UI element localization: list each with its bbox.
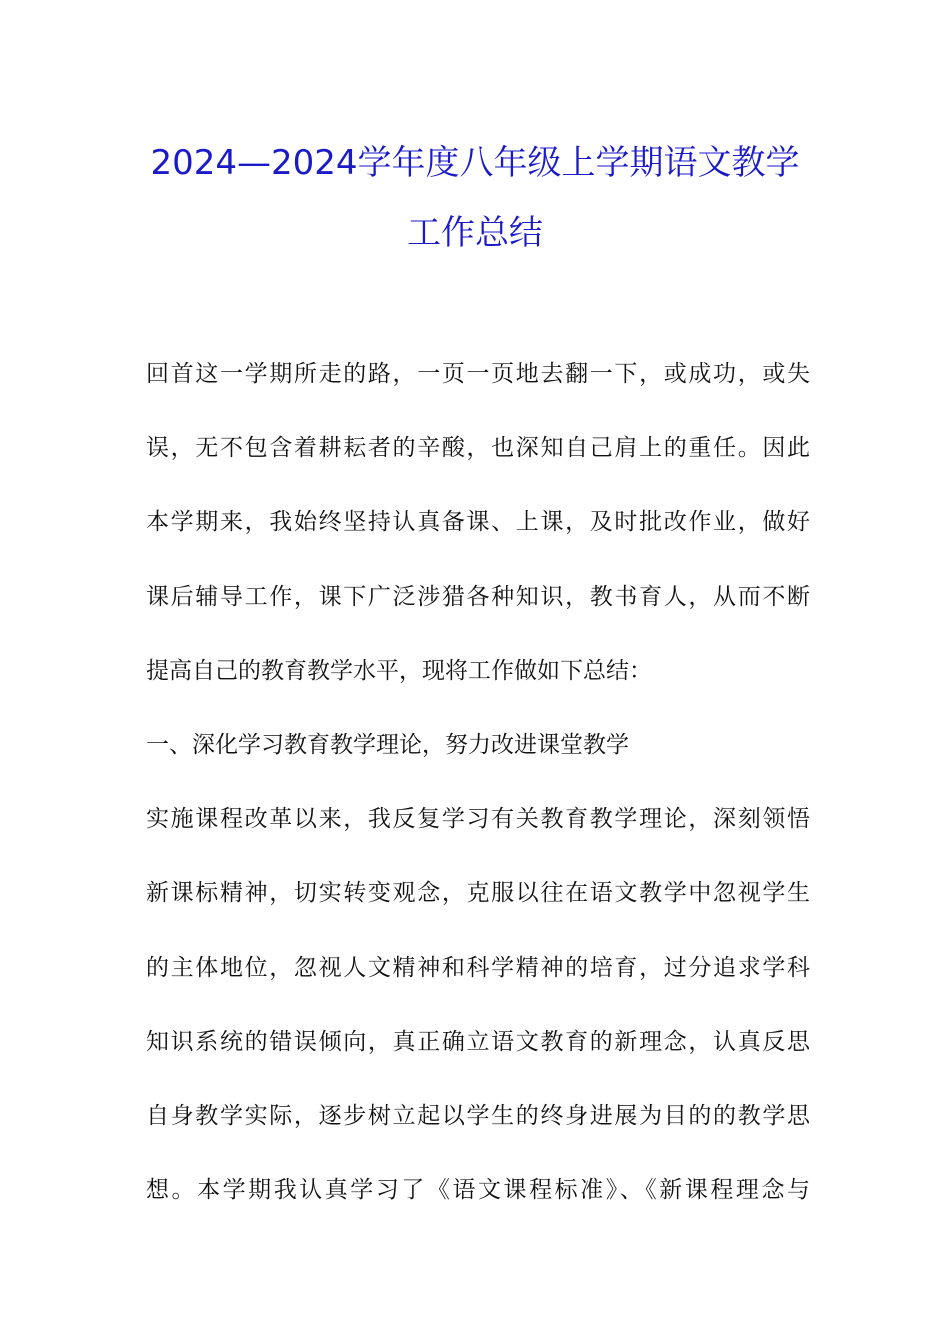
section-heading: 一、深化学习教育教学理论，努力改进课堂教学 bbox=[146, 731, 629, 758]
body-line: 实施课程改革以来，我反复学习有关教育教学理论，深刻领悟 bbox=[146, 806, 810, 833]
body-line: 的主体地位，忽视人文精神和科学精神的培育，过分追求学科 bbox=[146, 954, 810, 981]
body-line: 想。本学期我认真学习了《语文课程标准》、《新课程理念与 bbox=[146, 1177, 810, 1204]
body-line: 新课标精神，切实转变观念，克服以往在语文教学中忽视学生 bbox=[146, 880, 810, 907]
body-line: 知识系统的错误倾向，真正确立语文教育的新理念，认真反思 bbox=[146, 1028, 810, 1055]
body-line: 提高自己的教育教学水平，现将工作做如下总结： bbox=[146, 657, 652, 684]
title-line-2: 工作总结 bbox=[407, 213, 543, 253]
document-title bbox=[0, 128, 950, 268]
document-body bbox=[146, 337, 810, 1227]
body-line: 回首这一学期所走的路，一页一页地去翻一下，或成功，或失 bbox=[146, 361, 810, 387]
body-line: 课后辅导工作，课下广泛涉猎各种知识，教书育人，从而不断 bbox=[146, 583, 810, 610]
body-line: 误，无不包含着耕耘者的辛酸，也深知自己肩上的重任。因此 bbox=[146, 435, 810, 462]
body-line: 自身教学实际，逐步树立起以学生的终身进展为目的的教学思 bbox=[146, 1102, 810, 1129]
body-line: 本学期来，我始终坚持认真备课、上课，及时批改作业，做好 bbox=[146, 509, 810, 536]
title-line-1: 2024—2024学年度八年级上学期语文教学 bbox=[150, 143, 800, 183]
